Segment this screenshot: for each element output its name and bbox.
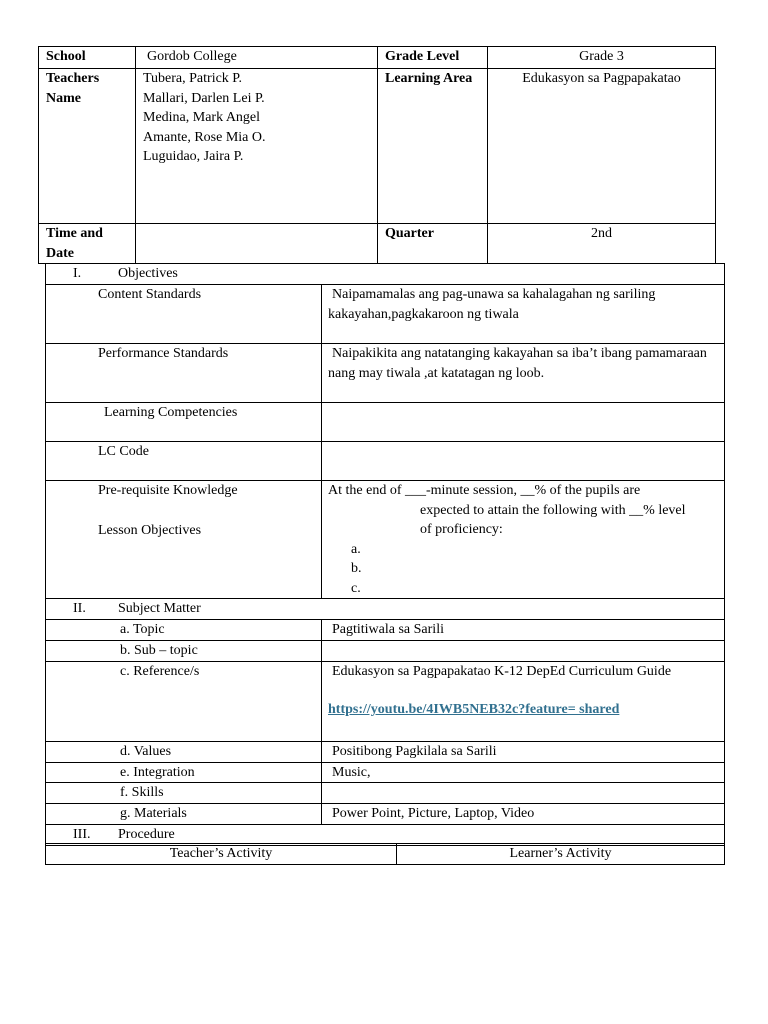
section-numeral: III. (73, 827, 91, 842)
content-standards-label: Content Standards (46, 285, 322, 344)
section-numeral: I. (73, 266, 82, 281)
objective-intro: At the end of ___-minute session, __% of the pupils are (328, 483, 641, 498)
skills-label: f. Skills (46, 783, 322, 804)
topic-value: Pagtitiwala sa Sarili (322, 620, 725, 641)
subtopic-label: b. Sub – topic (46, 641, 322, 662)
objective-intro: expected to attain the following with __% level (420, 502, 686, 518)
objective-item: b. (351, 561, 362, 576)
skills-value (322, 783, 725, 804)
section-title: Subject Matter (118, 601, 201, 616)
teacher-name: Luguidao, Jaira P. (143, 149, 244, 164)
section-title: Objectives (118, 266, 178, 281)
materials-value: Power Point, Picture, Laptop, Video (322, 804, 725, 825)
section-subject-matter-heading (46, 599, 725, 620)
learning-competencies-label: Learning Competencies (46, 403, 322, 442)
prereq-objectives-labels (46, 481, 322, 599)
integration-value: Music, (322, 762, 725, 783)
lesson-objectives-value (322, 481, 725, 599)
learning-competencies-value (322, 403, 725, 442)
lesson-plan-table (45, 263, 725, 846)
teachers-label: Teachers Name (39, 69, 136, 224)
values-label: d. Values (46, 741, 322, 762)
performance-standards-label: Performance Standards (46, 344, 322, 403)
header-table (38, 46, 716, 264)
section-objectives-heading (46, 264, 725, 285)
objective-item: a. (351, 541, 361, 557)
reference-value (322, 661, 725, 741)
grade-level-value: Grade 3 (488, 47, 716, 69)
content-standards-value: Naipamamalas ang pag-unawa sa kahalagahan ng sariling kakayahan,pagkakaroon ng tiwala (322, 285, 725, 344)
performance-standards-value: Naipakikita ang natatanging kakayahan sa iba’t ibang pamamaraan nang may tiwala ,at katatagan ng loob. (322, 344, 725, 403)
time-date-value (136, 224, 378, 264)
school-label: School (39, 47, 136, 69)
reference-link[interactable]: https://youtu.be/4IWB5NEB32c?feature= shared (328, 702, 620, 717)
time-date-label: Time and Date (39, 224, 136, 264)
materials-label: g. Materials (46, 804, 322, 825)
quarter-value: 2nd (488, 224, 716, 264)
teacher-name: Tubera, Patrick P. (143, 71, 243, 86)
values-value: Positibong Pagkilala sa Sarili (322, 741, 725, 762)
school-value: Gordob College (136, 47, 378, 69)
reference-text: Edukasyon sa Pagpapakatao K-12 DepEd Curriculum Guide (332, 663, 672, 679)
section-title: Procedure (118, 827, 175, 842)
teacher-activity-header: Teacher’s Activity (46, 844, 397, 865)
reference-label: c. Reference/s (46, 661, 322, 741)
grade-level-label: Grade Level (378, 47, 488, 69)
section-numeral: II. (73, 601, 86, 616)
learning-area-value: Edukasyon sa Pagpapakatao (488, 69, 716, 224)
lc-code-value (322, 442, 725, 481)
lc-code-label: LC Code (46, 442, 322, 481)
learning-area-label: Learning Area (378, 69, 488, 224)
teacher-name: Medina, Mark Angel (143, 110, 261, 125)
subtopic-value (322, 641, 725, 662)
quarter-label: Quarter (378, 224, 488, 264)
objective-item: c. (351, 580, 361, 596)
teachers-list (136, 69, 378, 224)
teacher-name: Mallari, Darlen Lei P. (143, 90, 265, 106)
objective-intro: of proficiency: (420, 522, 503, 537)
lesson-objectives-label: Lesson Objectives (98, 522, 202, 538)
topic-label: a. Topic (46, 620, 322, 641)
learner-activity-header: Learner’s Activity (397, 844, 725, 865)
procedure-table (45, 843, 725, 865)
section-procedure-heading (46, 825, 725, 846)
integration-label: e. Integration (46, 762, 322, 783)
prereq-label: Pre-requisite Knowledge (98, 483, 238, 498)
teacher-name: Amante, Rose Mia O. (143, 129, 266, 145)
